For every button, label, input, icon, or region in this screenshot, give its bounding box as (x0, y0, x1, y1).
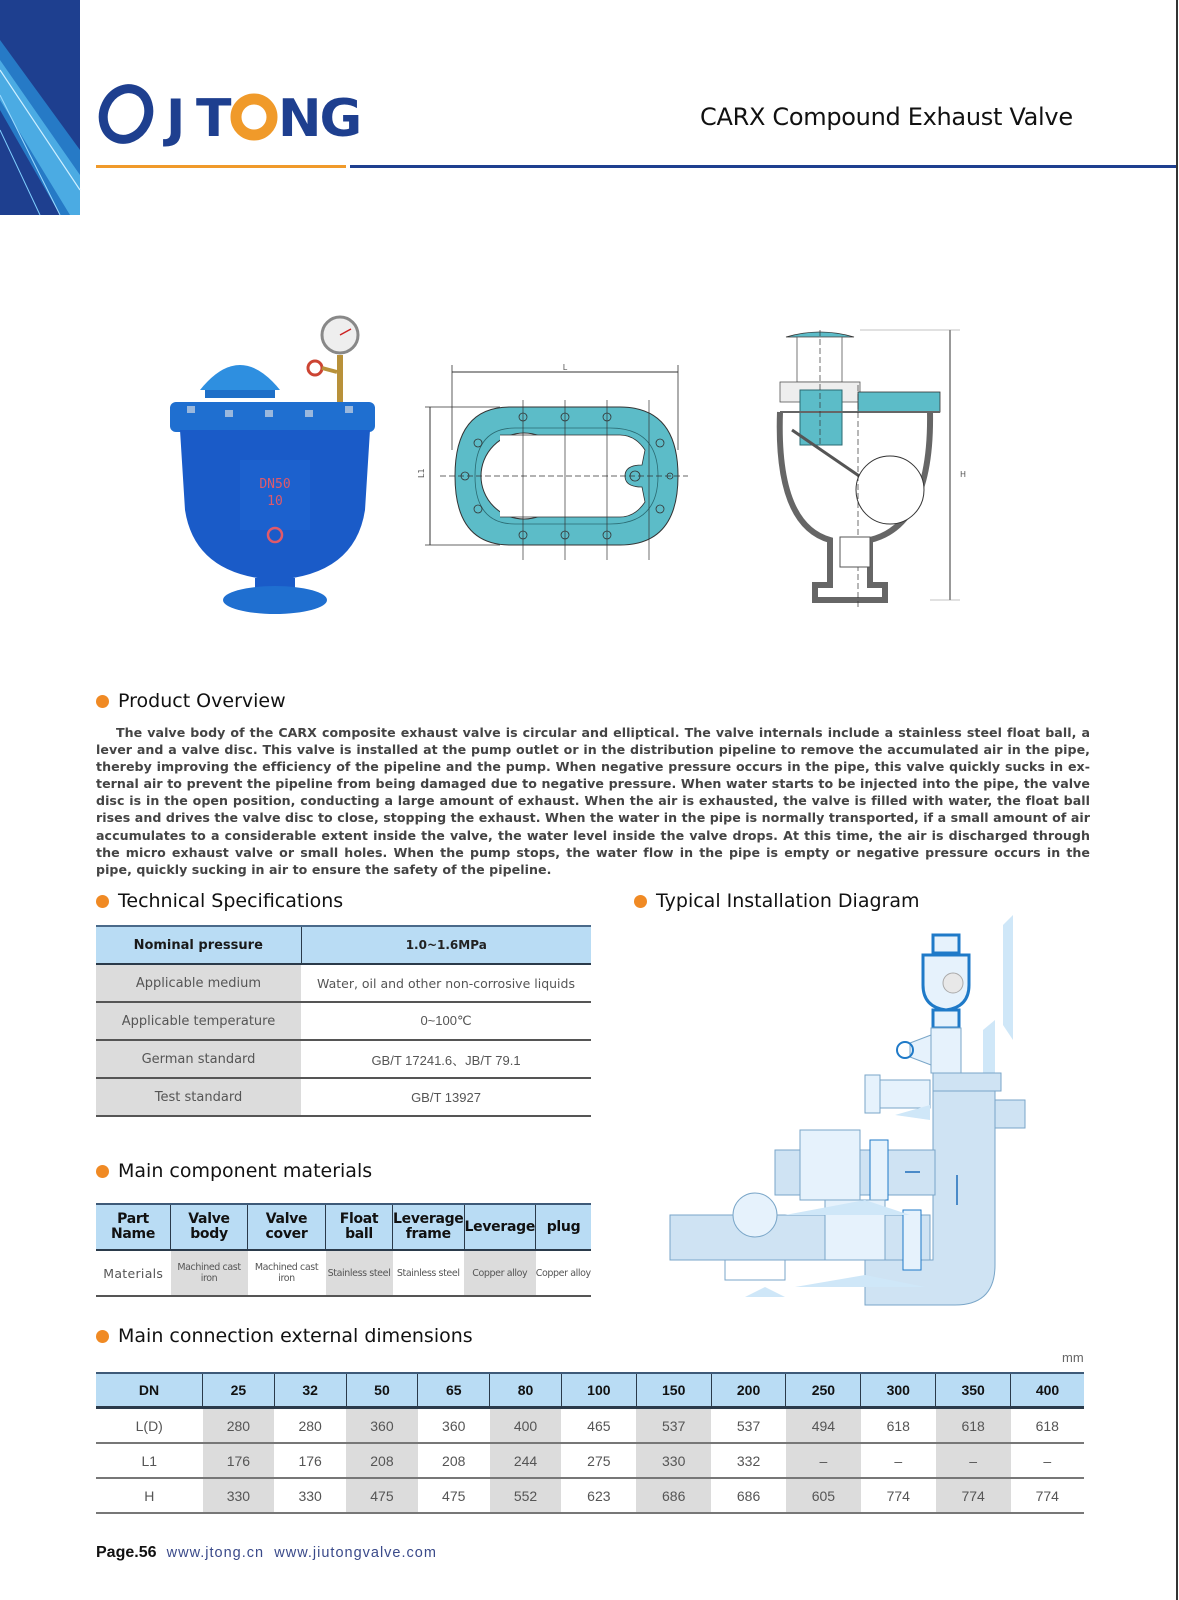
dimension-label-h: H (960, 470, 967, 479)
spec-value: GB/T 17241.6、JB/T 79.1 (301, 1040, 591, 1078)
dimensions-cell: 774 (936, 1478, 1011, 1513)
dimensions-row-label: L(D) (96, 1408, 203, 1444)
dimensions-header-cell: 300 (861, 1373, 936, 1408)
spec-table (96, 925, 591, 1117)
dimension-label-l1: L1 (417, 468, 426, 478)
dimensions-cell: 475 (418, 1478, 490, 1513)
dimensions-cell: – (1011, 1443, 1084, 1478)
page-footer (96, 1544, 437, 1562)
dimensions-cell: 537 (636, 1408, 711, 1444)
dimensions-cell: 475 (346, 1478, 418, 1513)
dimensions-cell: 552 (490, 1478, 562, 1513)
bullet-icon (96, 695, 109, 708)
dimensions-cell: 686 (636, 1478, 711, 1513)
spec-key: German standard (96, 1040, 301, 1078)
dimensions-cell: 537 (711, 1408, 786, 1444)
section-heading-dimensions (96, 1325, 473, 1347)
materials-cell: Machined cast iron (171, 1250, 248, 1296)
dimensions-cell: 618 (861, 1408, 936, 1444)
page-title: CARX Compound Exhaust Valve (700, 103, 1073, 131)
dimensions-header-cell: 250 (786, 1373, 861, 1408)
dimensions-cell: 244 (490, 1443, 562, 1478)
corner-decoration (0, 0, 80, 215)
spec-value: Water, oil and other non-corrosive liquids (301, 964, 591, 1002)
materials-cell: Stainless steel (326, 1250, 393, 1296)
dimensions-cell: 360 (346, 1408, 418, 1444)
dimensions-header-cell: 100 (561, 1373, 636, 1408)
dimensions-cell: 280 (203, 1408, 275, 1444)
casting-mark-pressure: 10 (267, 494, 283, 509)
bullet-icon (634, 895, 647, 908)
spec-key: Nominal pressure (96, 926, 301, 964)
dimensions-row-label: H (96, 1478, 203, 1513)
dimensions-cell: 330 (274, 1478, 346, 1513)
dimension-label-l: L (562, 363, 568, 372)
section-drawing (760, 325, 1020, 615)
materials-header-cell: Leverage (464, 1204, 536, 1250)
materials-header-cell: Part Name (96, 1204, 171, 1250)
materials-table (96, 1203, 591, 1297)
materials-header-cell: Float ball (326, 1204, 393, 1250)
installation-diagram (665, 915, 1045, 1310)
website-link[interactable]: www.jtong.cn (166, 1545, 265, 1561)
website-link[interactable]: www.jiutongvalve.com (274, 1545, 437, 1561)
section-heading-text: Technical Specifications (118, 890, 344, 912)
bullet-icon (96, 1165, 109, 1178)
section-heading-text: Product Overview (118, 690, 286, 712)
spec-value: 1.0~1.6MPa (301, 926, 591, 964)
svg-text:NG: NG (278, 89, 361, 149)
dimensions-cell: 618 (1011, 1408, 1084, 1444)
dimensions-cell: 686 (711, 1478, 786, 1513)
header-rule-orange (96, 165, 346, 168)
materials-cell: Copper alloy (536, 1250, 591, 1296)
dimensions-cell: 332 (711, 1443, 786, 1478)
section-heading-overview (96, 690, 286, 712)
brand-logo (94, 78, 361, 149)
dimensions-cell: 618 (936, 1408, 1011, 1444)
spec-value: GB/T 13927 (301, 1078, 591, 1116)
section-heading-materials (96, 1160, 372, 1182)
dimensions-header-cell: 400 (1011, 1373, 1084, 1408)
dimensions-cell: 208 (418, 1443, 490, 1478)
dimensions-table (96, 1372, 1084, 1514)
svg-text:J: J (166, 89, 184, 149)
dimensions-header-cell: 50 (346, 1373, 418, 1408)
section-heading-text: Main connection external dimensions (118, 1325, 473, 1347)
dimensions-cell: – (861, 1443, 936, 1478)
spec-key: Applicable temperature (96, 1002, 301, 1040)
spec-row (96, 926, 591, 964)
spec-key: Applicable medium (96, 964, 301, 1002)
bullet-icon (96, 1330, 109, 1343)
materials-header-row (96, 1204, 591, 1250)
dimensions-cell: – (786, 1443, 861, 1478)
dimensions-header-cell: 25 (203, 1373, 275, 1408)
materials-header-cell: Valve cover (248, 1204, 326, 1250)
dimensions-cell: 176 (274, 1443, 346, 1478)
dimensions-cell: 330 (636, 1443, 711, 1478)
materials-header-cell: Valve body (171, 1204, 248, 1250)
bullet-icon (96, 895, 109, 908)
dimensions-cell: 494 (786, 1408, 861, 1444)
dimensions-cell: 360 (418, 1408, 490, 1444)
materials-cell: Stainless steel (393, 1250, 465, 1296)
dimensions-cell: 330 (203, 1478, 275, 1513)
dimensions-header-cell: 150 (636, 1373, 711, 1408)
spec-key: Test standard (96, 1078, 301, 1116)
spec-value: 0~100℃ (301, 1002, 591, 1040)
dimensions-row-label: L1 (96, 1443, 203, 1478)
page-edge-line (1176, 0, 1178, 1600)
dimensions-header-row (96, 1373, 1084, 1408)
materials-row-label: Materials (96, 1250, 171, 1296)
spec-row (96, 1002, 591, 1040)
dimensions-header-cell: 65 (418, 1373, 490, 1408)
top-view-drawing (417, 360, 690, 580)
product-photo (165, 310, 385, 620)
materials-header-cell: plug (536, 1204, 591, 1250)
page-number: Page.56 (96, 1544, 157, 1561)
spec-row (96, 1078, 591, 1116)
spec-row (96, 1040, 591, 1078)
dimensions-cell: 605 (786, 1478, 861, 1513)
unit-label: mm (1062, 1350, 1084, 1365)
overview-paragraph: The valve body of the CARX composite exhaust valve is circular and elliptical. The valve internals include a stainless steel float ball, a lever and a valve disc. This valve is installed at the pump outlet or in the distribution pipeline to remove the accumulated air in the pipe, thereby improving the efficiency of the pipeline and the pump. When negative pressure occurs in the pipe, this valve quickly sucks in ex-ternal air to prevent the pipeline from being damaged due to negative pressure. When water starts to be injected into the pipe, the valve disc is in the open position, conducting a large amount of exhaust. When the air is exhausted, the valve is filled with water, the float ball rises and drives the valve disc to close, stopping the exhaust. When the water in the pipe is normally transported, if a small amount of air accumulates to a considerable extent inside the valve, the water level inside the valve drops. At this time, the air is discharged through the micro exhaust valve or small holes. When the pump stops, the water flow in the pipe is empty or negative pressure occurs in the pipe, quickly sucking in air to ensure the safety of the pipeline. (96, 725, 1090, 877)
materials-cell: Copper alloy (464, 1250, 536, 1296)
dimensions-cell: 465 (561, 1408, 636, 1444)
dimensions-header-cell: 80 (490, 1373, 562, 1408)
section-heading-text: Main component materials (118, 1160, 373, 1182)
dimensions-cell: 400 (490, 1408, 562, 1444)
overview-text (96, 724, 1090, 878)
dimensions-row (96, 1478, 1084, 1513)
casting-mark-size: DN50 (259, 477, 291, 492)
spec-row (96, 964, 591, 1002)
dimensions-cell: – (936, 1443, 1011, 1478)
dimensions-header-cell: 350 (936, 1373, 1011, 1408)
svg-text:T: T (196, 89, 232, 149)
dimensions-header-cell: 32 (274, 1373, 346, 1408)
dimensions-row (96, 1408, 1084, 1444)
materials-cell: Machined cast iron (248, 1250, 326, 1296)
dimensions-cell: 774 (1011, 1478, 1084, 1513)
header-rule-blue (350, 165, 1176, 168)
dimensions-cell: 208 (346, 1443, 418, 1478)
dimensions-row (96, 1443, 1084, 1478)
section-heading-text: Typical Installation Diagram (656, 890, 920, 912)
dimensions-cell: 774 (861, 1478, 936, 1513)
dimensions-cell: 275 (561, 1443, 636, 1478)
section-heading-installation (634, 890, 920, 912)
materials-header-cell: Leverage frame (393, 1204, 465, 1250)
dimensions-cell: 623 (561, 1478, 636, 1513)
dimensions-cell: 280 (274, 1408, 346, 1444)
dimensions-header-label: DN (96, 1373, 203, 1408)
dimensions-header-cell: 200 (711, 1373, 786, 1408)
section-heading-specs (96, 890, 343, 912)
materials-row (96, 1250, 591, 1296)
dimensions-cell: 176 (203, 1443, 275, 1478)
logo-swirl-icon (95, 81, 157, 147)
